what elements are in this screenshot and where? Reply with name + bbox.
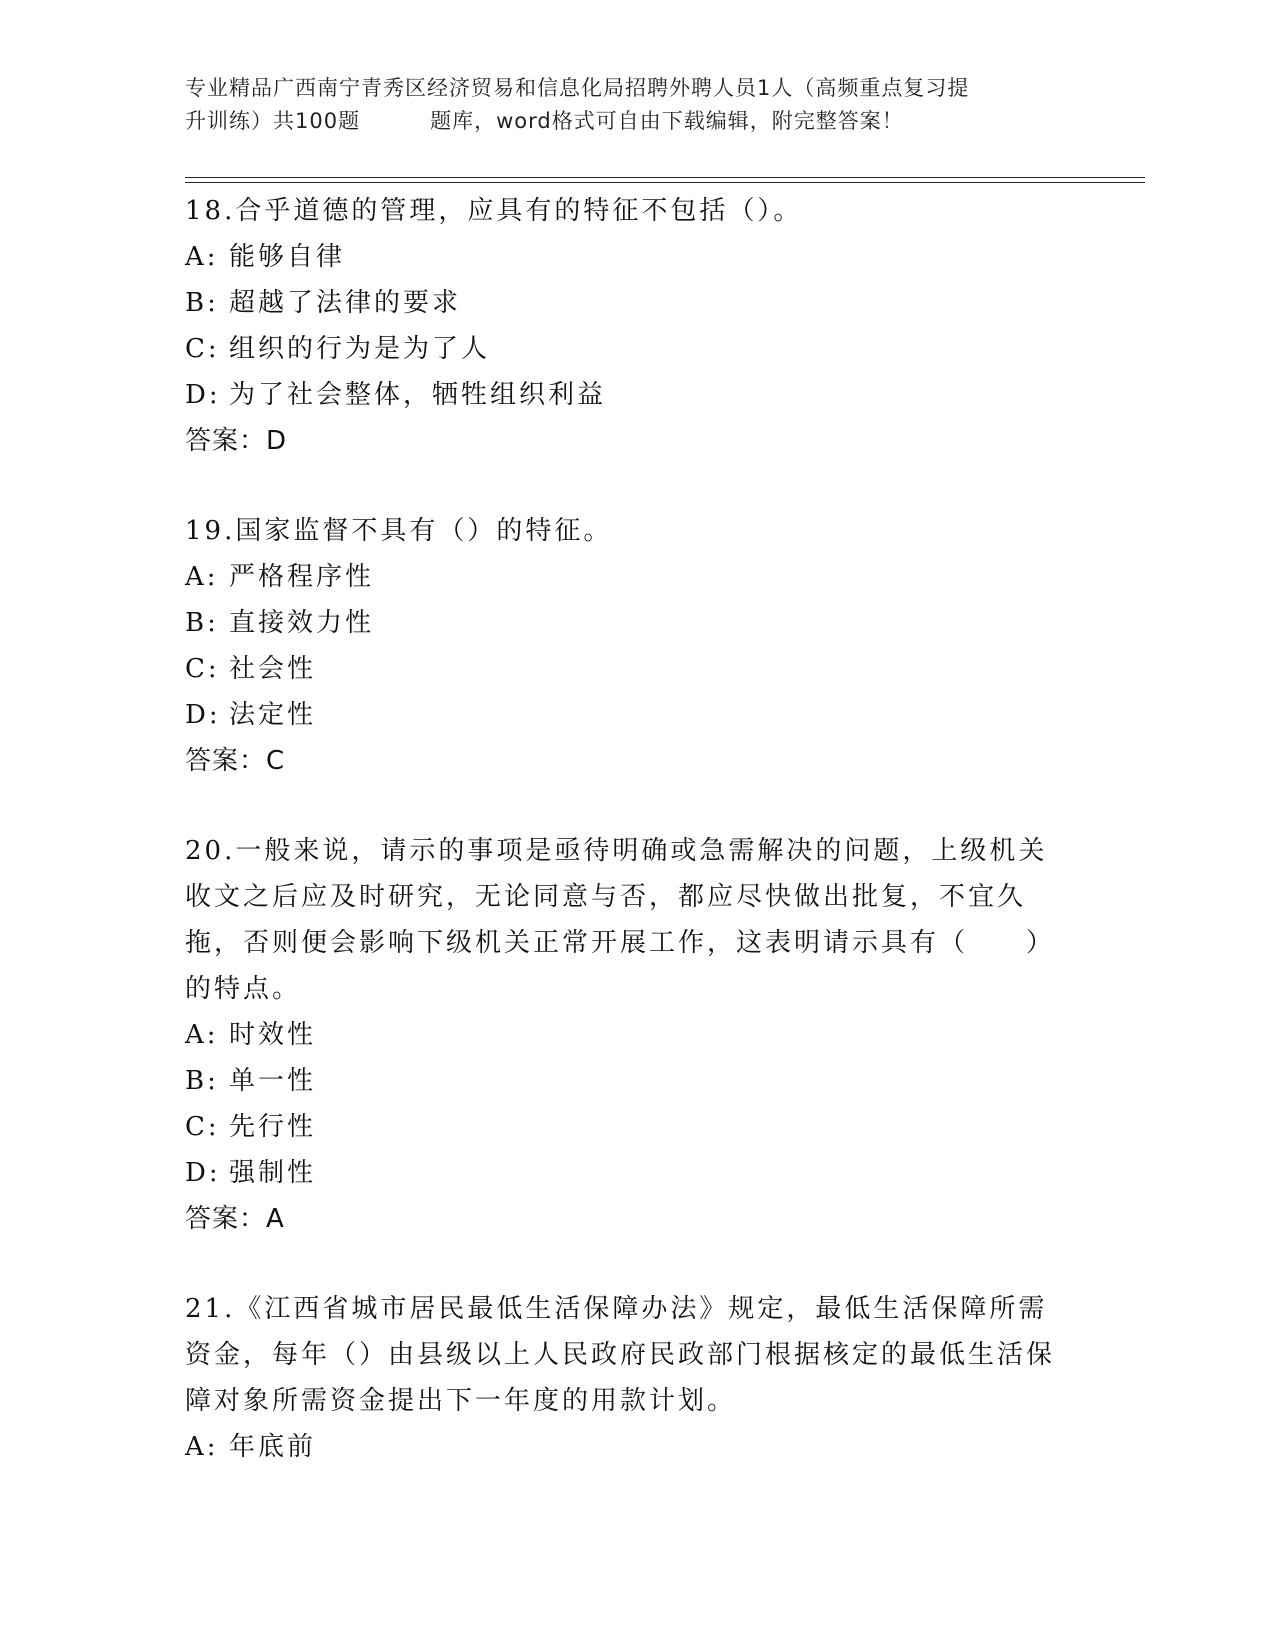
option-a xyxy=(185,1012,1065,1058)
option-text: 严格程序性 xyxy=(229,562,375,592)
option-a xyxy=(185,1424,1065,1470)
option-c xyxy=(185,1104,1065,1150)
option-label: C: xyxy=(185,1112,220,1142)
header-divider-bottom xyxy=(185,182,1145,183)
option-a xyxy=(185,234,1065,280)
option-text: 单一性 xyxy=(229,1066,317,1096)
question-list xyxy=(185,188,1065,1470)
option-text: 先行性 xyxy=(229,1112,317,1142)
option-text: 超越了法律的要求 xyxy=(229,288,462,318)
option-label: A: xyxy=(185,1020,219,1050)
option-label: C: xyxy=(185,334,220,364)
option-c xyxy=(185,326,1065,372)
question-21 xyxy=(185,1286,1065,1470)
option-d xyxy=(185,692,1065,738)
option-label: B: xyxy=(185,1066,219,1096)
option-d xyxy=(185,372,1065,418)
option-label: C: xyxy=(185,654,220,684)
option-label: D: xyxy=(185,380,221,410)
question-text: 20.一般来说，请示的事项是亟待明确或急需解决的问题，上级机关收文之后应及时研究，无论同意与否，都应尽快做出批复，不宜久拖，否则便会影响下级机关正常开展工作，这表明请示具有（ ）的特点。 xyxy=(185,836,1056,1004)
option-text: 强制性 xyxy=(229,1158,317,1188)
option-b xyxy=(185,280,1065,326)
option-text: 时效性 xyxy=(229,1020,317,1050)
option-label: B: xyxy=(185,608,219,638)
option-label: B: xyxy=(185,288,219,318)
option-b xyxy=(185,600,1065,646)
question-text: 21.《江西省城市居民最低生活保障办法》规定，最低生活保障所需资金，每年（）由县级以上人民政府民政部门根据核定的最低生活保障对象所需资金提出下一年度的用款计划。 xyxy=(185,1294,1056,1416)
option-a xyxy=(185,554,1065,600)
option-c xyxy=(185,646,1065,692)
option-text: 能够自律 xyxy=(229,242,346,272)
header-line-2 xyxy=(185,105,1085,138)
document-header xyxy=(185,72,1085,138)
option-text: 法定性 xyxy=(229,700,317,730)
option-label: A: xyxy=(185,1432,219,1462)
question-text: 18.合乎道德的管理，应具有的特征不包括（）。 xyxy=(185,196,803,226)
header-divider-top xyxy=(185,177,1145,178)
question-20 xyxy=(185,828,1065,1242)
option-text: 直接效力性 xyxy=(229,608,375,638)
answer: 答案：A xyxy=(185,1204,285,1234)
option-text: 年底前 xyxy=(229,1432,317,1462)
option-d xyxy=(185,1150,1065,1196)
option-text: 社会性 xyxy=(229,654,317,684)
option-text: 组织的行为是为了人 xyxy=(229,334,491,364)
option-b xyxy=(185,1058,1065,1104)
option-label: A: xyxy=(185,562,219,592)
header-line-1: 专业精品广西南宁青秀区经济贸易和信息化局招聘外聘人员1人（高频重点复习提 xyxy=(185,76,970,100)
question-19 xyxy=(185,508,1065,784)
header-line-2-part-1: 升训练）共100题 xyxy=(185,109,361,133)
header-line-2-part-2: 题库，word格式可自由下载编辑，附完整答案！ xyxy=(430,109,904,133)
question-text: 19.国家监督不具有（）的特征。 xyxy=(185,516,613,546)
option-text: 为了社会整体，牺牲组织利益 xyxy=(229,380,607,410)
option-label: A: xyxy=(185,242,219,272)
answer: 答案：D xyxy=(185,426,288,456)
answer: 答案：C xyxy=(185,746,286,776)
question-18 xyxy=(185,188,1065,464)
option-label: D: xyxy=(185,700,221,730)
option-label: D: xyxy=(185,1158,221,1188)
